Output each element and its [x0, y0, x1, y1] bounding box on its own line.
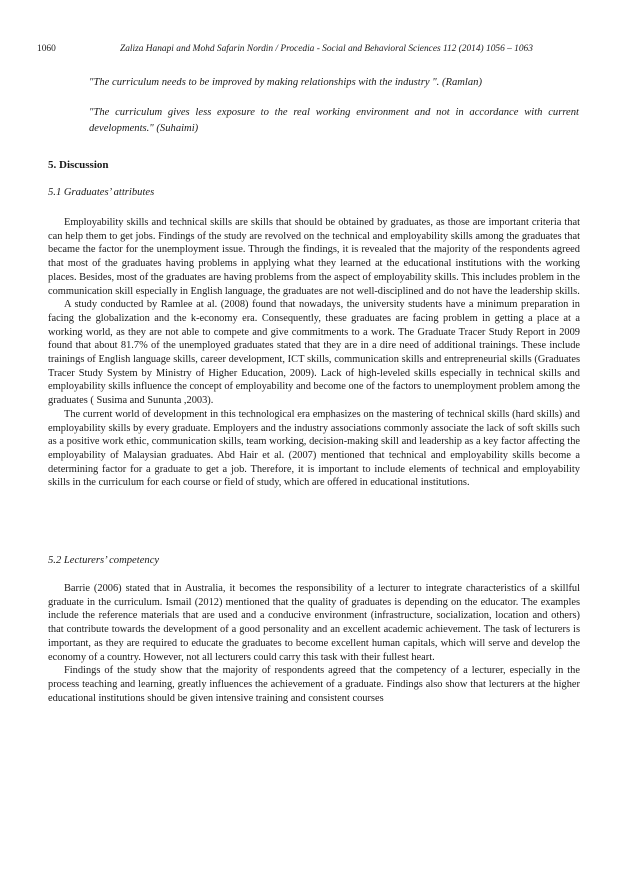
page-header	[37, 44, 601, 58]
running-head: Zaliza Hanapi and Mohd Safarin Nordin / Procedia - Social and Behavioral Sciences 112 (2014) 1056 – 1063	[120, 44, 533, 54]
paragraph: Findings of the study show that the majority of respondents agreed that the competency of a lecturer, especially in the process teaching and learning, greatly influences the achievement of a graduate. Findings also show that lecturers at the higher educational institutions should be given intensive training and consistent courses	[48, 665, 580, 704]
subsection-body	[48, 582, 580, 705]
paragraph: The current world of development in this technological era emphasizes on the mastering of technical skills (hard skills) and employability skills by every graduate. Employers and the industry associations commonly associate the lack of soft skills such as a positive work ethic, communication skills, team working, decision-making skill and leadership as a key factor affecting the employability of Malaysian graduates. Abd Hair et al. (2007) mentioned that technical and employability skills become a determining factor for a graduate to get a job. Therefore, it is important to include elements of technical and employability skills in the curriculum for each course or field of study, which are offered in educational institutions.	[48, 408, 580, 489]
paragraph: Employability skills and technical skills are skills that should be obtained by graduates, as those are important criteria that can help them to get jobs. Findings of the study are revolved on the technical and employability skills among the graduates that became the factor for the unemployment issue. Through the findings, it is revealed that the majority of the respondents agreed that most of the graduates having problems in applying what they learned at the educational institutions with the working places. Besides, most of the graduates are having problems from the aspect of employability skills. This includes problem in the communication skill especially in English language, the graduates are not well-disciplined and do not have the leadership skills.	[48, 217, 580, 297]
interview-quote: "The curriculum gives less exposure to the real working environment and not in accordance with current developments." (Suhaimi)	[89, 107, 579, 134]
section-heading: 5. Discussion	[48, 159, 109, 171]
page-number: 1060	[37, 44, 56, 54]
subsection-heading: 5.2 Lecturers’ competency	[48, 555, 160, 566]
paragraph: A study conducted by Ramlee at al. (2008) found that nowadays, the university students have a minimum preparation in facing the globalization and the k-economy era. Consequently, these graduates are facing problem in getting a place at a working world, as they are not able to compete and give commitments to a work. The Graduate Tracer Study Report in 2009 found that about 81.7% of the unemployed graduates stated that they are in a dire need of additional trainings. These include trainings of English language skills, career development, ICT skills, communication skills and entrepreneurial skills (Graduates Tracer Study System by Ministry of Higher Education, 2009). Lack of high-leveled skills especially in technical skills and employability skills influence the concept of employability and become one of the factors to unemployment problem among the graduates ( Susima and Sununta ,2003).	[48, 299, 580, 407]
paragraph: Barrie (2006) stated that in Australia, it becomes the responsibility of a lecturer to integrate characteristics of a skillful graduate in the curriculum. Ismail (2012) mentioned that the quality of graduates is depending on the educator. The examples include the reference materials that are used and a conducive environment (infrastructure, socialization, location and others) that contribute towards the development of a good personality and an excellent academic achievement. The task of lecturers is important, as they are required to educate the graduates to become excellent human capitals, which will serve and develop the economy of a country. However, not all lecturers could carry this task with their fullest heart.	[48, 583, 580, 663]
subsection-heading: 5.1 Graduates’ attributes	[48, 187, 155, 198]
subsection-body	[48, 216, 580, 490]
interview-quote: "The curriculum needs to be improved by making relationships with the industry ". (Ramlan)	[89, 77, 482, 88]
